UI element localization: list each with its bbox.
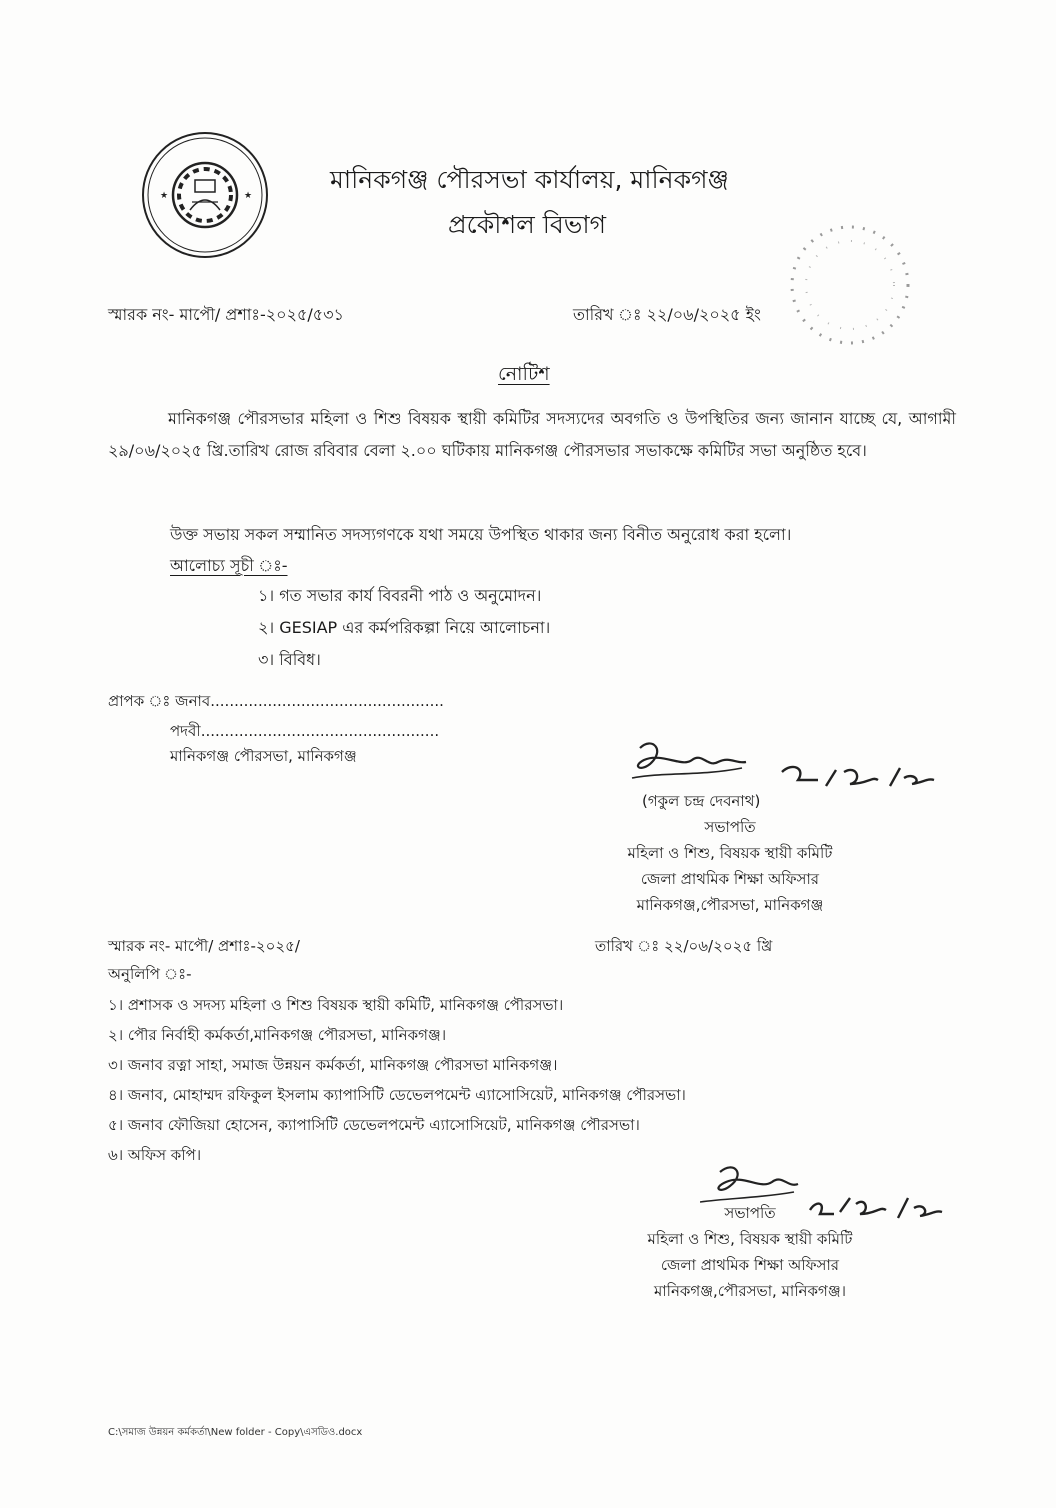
svg-text:★: ★ [160, 191, 169, 201]
signatory-office: মানিকগঞ্জ,পৌরসভা, মানিকগঞ্জ। [653, 1282, 847, 1300]
signatory-committee: মহিলা ও শিশু, বিষয়ক স্থায়ী কমিটি [627, 844, 833, 862]
recipient-office: মানিকগঞ্জ পৌরসভা, মানিকগঞ্জ [170, 747, 357, 765]
copy-item: ৪। জনাব, মোহাম্মদ রফিকুল ইসলাম ক্যাপাসিটি ডেভেলপমেন্ট এ্যাসোসিয়েট, মানিকগঞ্জ পৌরসভা। [108, 1086, 686, 1104]
memo-date: তারিখ ঃ ২২/০৬/২০২৫ ইং [573, 305, 761, 324]
agenda-heading: আলোচ্য সূচী ঃ- [170, 556, 288, 575]
notice-body: মানিকগঞ্জ পৌরসভার মহিলা ও শিশু বিষয়ক স্থায়ী কমিটির সদস্যদের অবগতি ও উপস্থিতির জন্য জানান যাচ্ছে যে, আগামী ২৯/০৬/২০২৫ খ্রি.তারিখ রোজ রবিবার বেলা ২.০০ ঘটিকায় মানিকগঞ্জ পৌরসভার সভাকক্ষে কমিটির সভা অনুষ্ঠিত হবে। [108, 409, 956, 460]
copy-item: ৬। অফিস কপি। [108, 1146, 202, 1164]
copy-list [108, 990, 686, 1170]
copy-heading: অনুলিপি ঃ- [108, 965, 192, 983]
faint-stamp-icon [780, 215, 920, 355]
recipient-designation-line: পদবী.................................................. [170, 722, 440, 740]
copy-item: ৩। জনাব রত্না সাহা, সমাজ উন্নয়ন কর্মকর্তা, মানিকগঞ্জ পৌরসভা মানিকগঞ্জ। [108, 1056, 558, 1074]
agenda-item: ২। GESIAP এর কর্মপরিকল্পা নিয়ে আলোচনা। [258, 618, 551, 637]
department-name: প্রকৌশল বিভাগ [448, 210, 607, 239]
signatory-title: সভাপতি [724, 1204, 776, 1222]
file-path-footer: C:\সমাজ উন্নয়ন কর্মকর্তা\New folder - Copy\এসডিও.docx [108, 1427, 363, 1438]
svg-text:★: ★ [244, 191, 253, 201]
signatory-office: মানিকগঞ্জ,পৌরসভা, মানিকগঞ্জ [636, 896, 824, 914]
memo-reference: স্মারক নং- মাপৌ/ প্রশাঃ-২০২৫/৫৩১ [108, 305, 344, 324]
copy-item: ৫। জনাব ফৌজিয়া হোসেন, ক্যাপাসিটি ডেভেলপমেন্ট এ্যাসোসিয়েট, মানিকগঞ্জ পৌরসভা। [108, 1116, 640, 1134]
signature-block-2 [590, 1200, 910, 1304]
municipality-seal-icon [140, 130, 270, 260]
organization-name: মানিকগঞ্জ পৌরসভা কার্যালয়, মানিকগঞ্জ [330, 165, 729, 194]
agenda-item: ১। গত সভার কার্য বিবরনী পাঠ ও অনুমোদন। [258, 586, 542, 605]
copy-memo-reference: স্মারক নং- মাপৌ/ প্রশাঃ-২০২৫/ [108, 937, 300, 955]
signatory-name: (গকুল চন্দ্র দেবনাথ) [642, 792, 761, 810]
signatory-position: জেলা প্রাথমিক শিক্ষা অফিসার [640, 870, 820, 888]
signatory-committee: মহিলা ও শিশু, বিষয়ক স্থায়ী কমিটি [647, 1230, 853, 1248]
signature-block-1 [580, 788, 880, 918]
signatory-title: সভাপতি [704, 818, 756, 836]
agenda-item: ৩। বিবিধ। [258, 650, 321, 669]
copy-item: ২। পৌর নির্বাহী কর্মকর্তা,মানিকগঞ্জ পৌরসভা, মানিকগঞ্জ। [108, 1026, 447, 1044]
agenda-list [258, 580, 550, 676]
copy-memo-date: তারিখ ঃ ২২/০৬/২০২৫ খ্রি [595, 937, 773, 955]
recipient-name-line: প্রাপক ঃ জনাব................................................. [108, 692, 444, 710]
notice-title: নোটিশ [498, 363, 550, 385]
signatory-position: জেলা প্রাথমিক শিক্ষা অফিসার [660, 1256, 840, 1274]
notice-request: উক্ত সভায় সকল সম্মানিত সদস্যগণকে যথা সময়ে উপস্থিত থাকার জন্য বিনীত অনুরোধ করা হলো। [170, 525, 792, 544]
copy-item: ১। প্রশাসক ও সদস্য মহিলা ও শিশু বিষয়ক স্থায়ী কমিটি, মানিকগঞ্জ পৌরসভা। [108, 996, 564, 1014]
